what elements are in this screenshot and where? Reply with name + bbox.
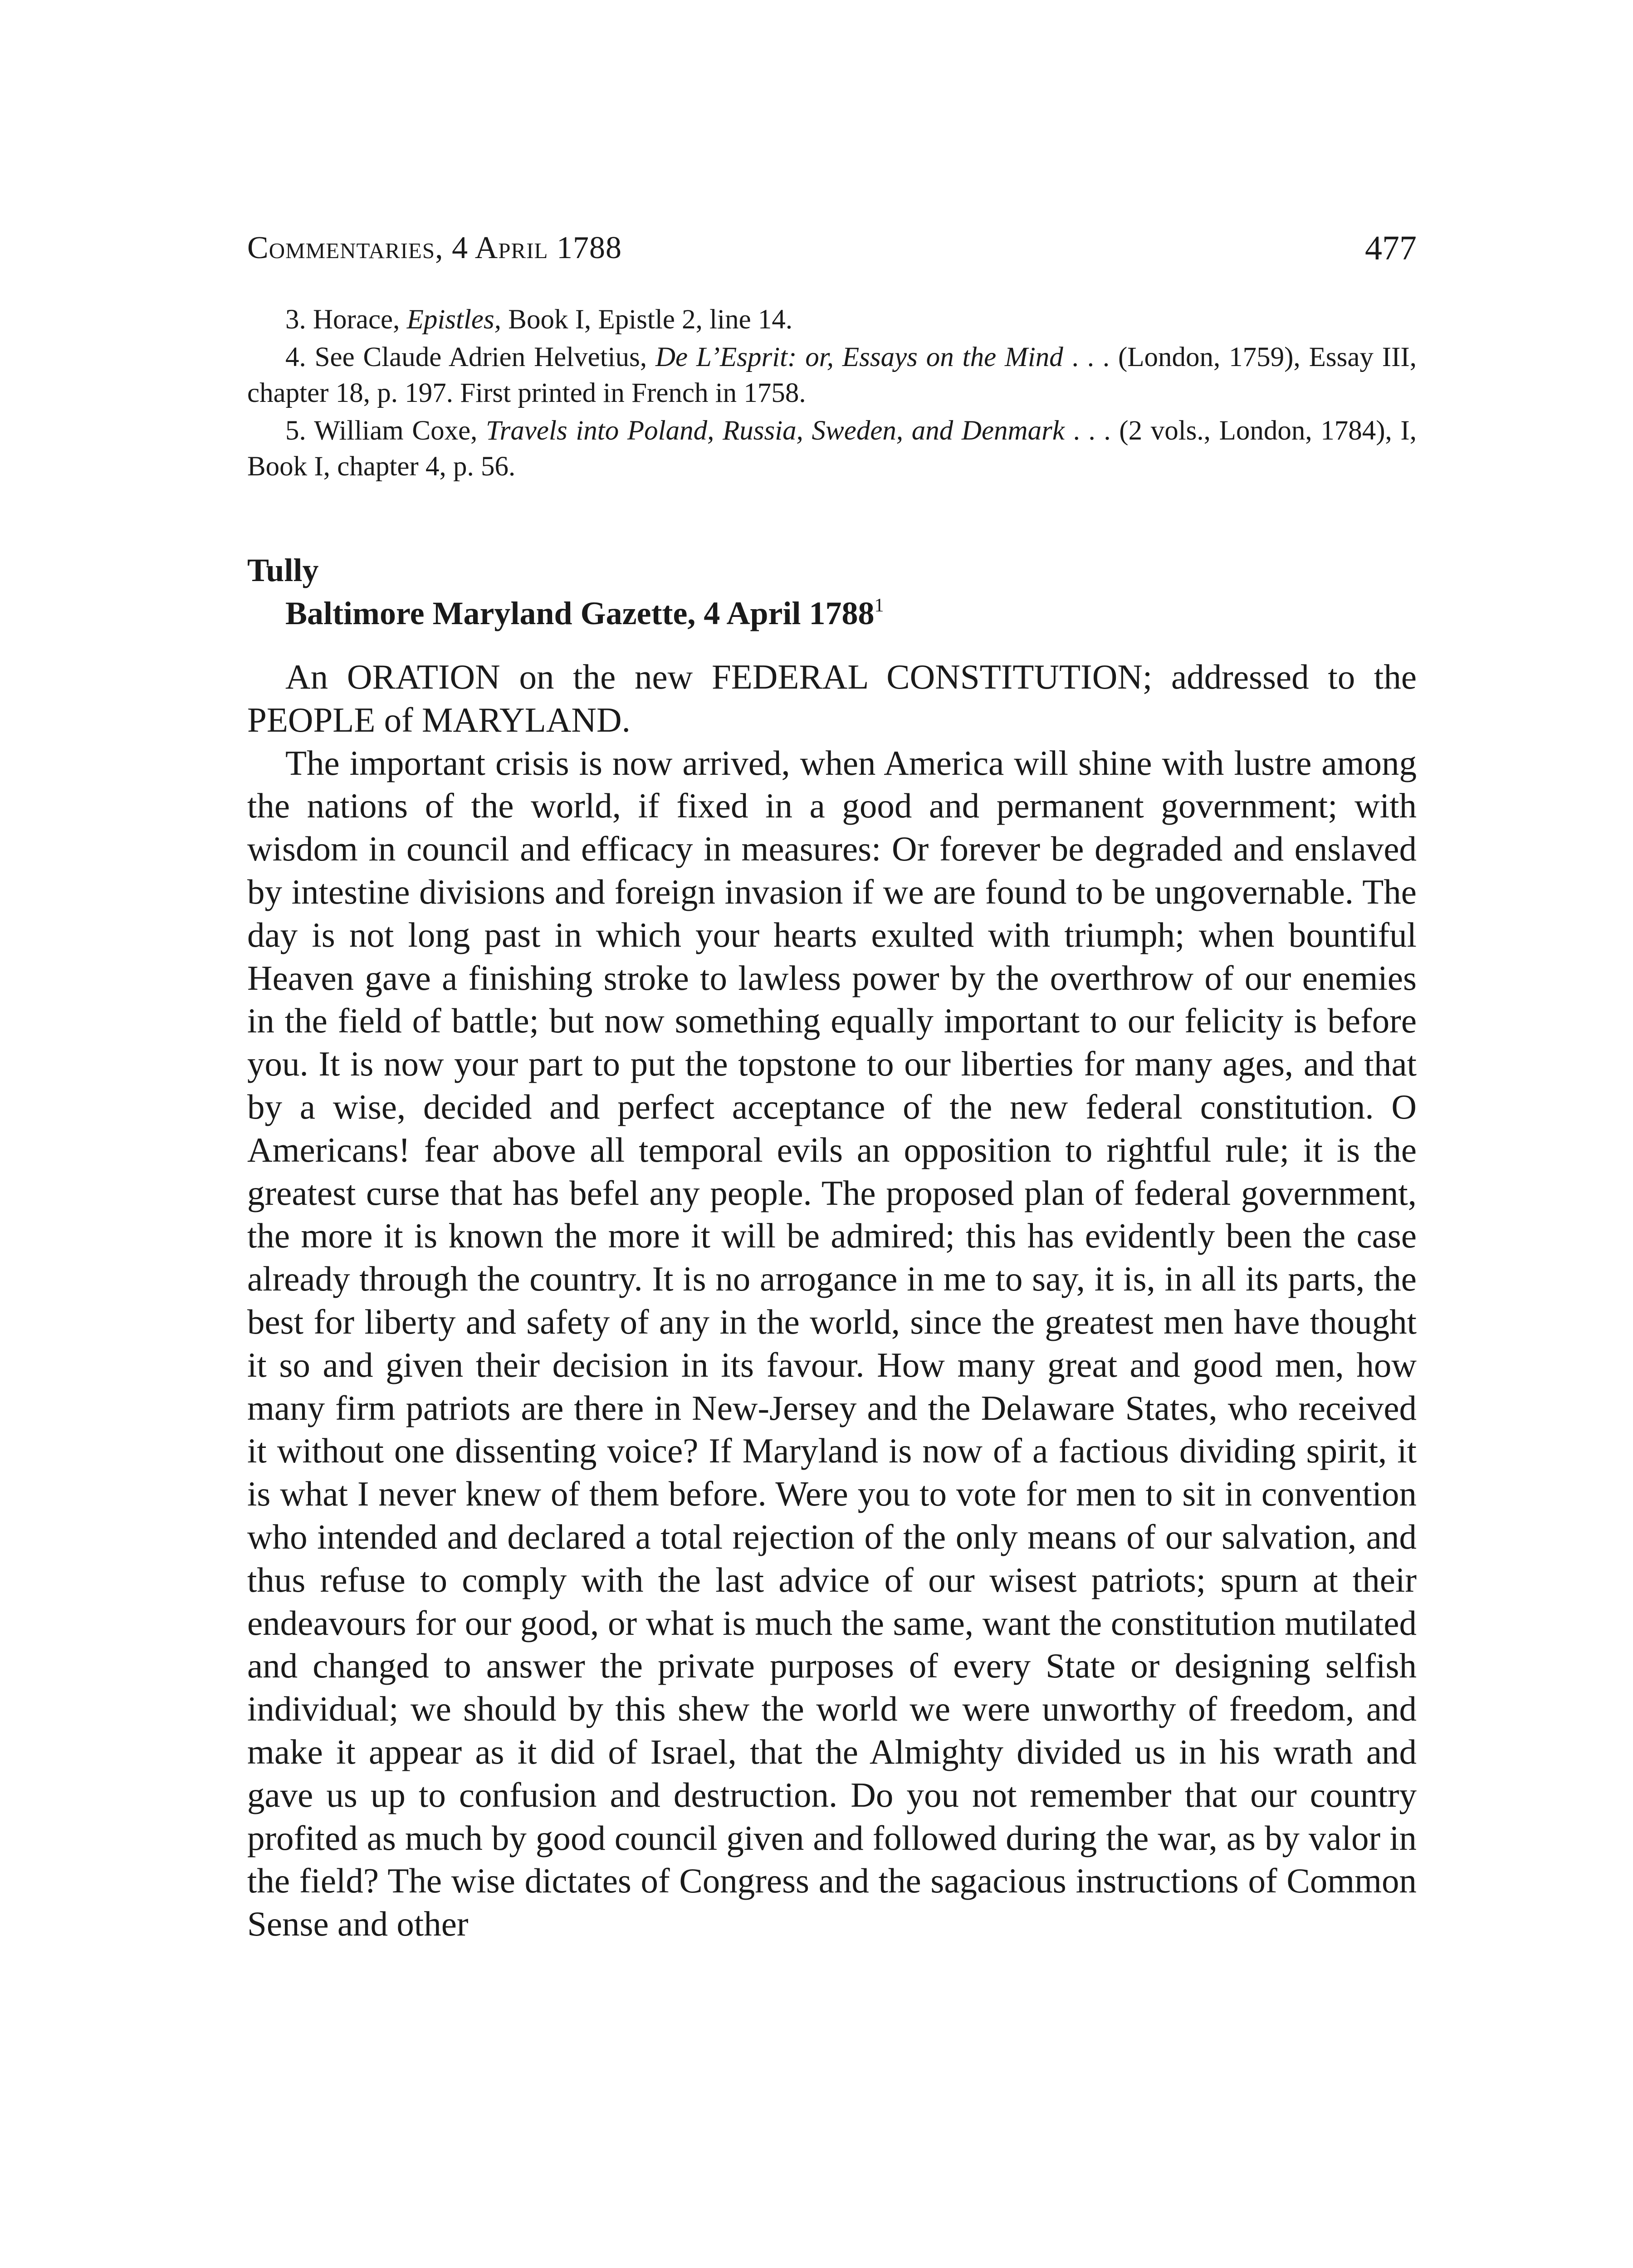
body-text <box>247 655 1417 1945</box>
footnote-text: 5. William Coxe, <box>285 415 486 446</box>
section-source <box>285 592 1417 635</box>
footnote-text: Book I, Epistle 2, line 14. <box>501 304 793 335</box>
body-paragraph: The important crisis is now arrived, when America will shine with lustre among the nations of the world, if fixed in a good and permanent government; with wisdom in council and efficacy in measures: Or forever be degraded and enslaved by intestine divisions and foreign invasion if we are found to be ungovernable. The day is not long past in which your hearts exulted with triumph; when bountiful Heaven gave a finishing stroke to lawless power by the overthrow of our enemies in the field of battle; but now something equally important to our felicity is before you. It is now your part to put the topstone to our liberties for many ages, and that by a wise, decided and perfect acceptance of the new federal constitution. O Americans! fear above all temporal evils an opposition to rightful rule; it is the greatest curse that has befel any people. The proposed plan of federal government, the more it is known the more it will be admired; this has evidently been the case already through the country. It is no arrogance in me to say, it is, in all its parts, the best for liberty and safety of any in the world, since the greatest men have thought it so and given their decision in its favour. How many great and good men, how many firm patriots are there in New-Jersey and the Delaware States, who received it without one dissenting voice? If Maryland is now of a factious dividing spirit, it is what I never knew of them before. Were you to vote for men to sit in convention who intended and declared a total rejection of the only means of our salvation, and thus refuse to comply with the last advice of our wisest patriots; spurn at their endeavours for our good, or what is much the same, want the constitution mutilated and changed to answer the private purposes of every State or designing selfish individual; we should by this shew the world we were unworthy of freedom, and make it appear as it did of Israel, that the Almighty divided us in his wrath and gave us up to confusion and destruction. Do you not remember that our country profited as much by good council given and followed during the war, as by valor in the field? The wise dictates of Congress and the sagacious instructions of Common Sense and other <box>247 743 1417 1944</box>
footnote <box>247 413 1417 484</box>
footnote-italic-title: De L’Esprit: or, Essays on the Mind <box>655 342 1063 372</box>
footnote-text: . . . (2 vols., London, 1784), I, Book I, chapter 4, p. 56. <box>247 415 1417 482</box>
footnote-italic-title: Epistles, <box>406 304 502 335</box>
body-paragraph: An ORATION on the new FEDERAL CONSTITUTION; addressed to the PEOPLE of MARYLAND. <box>247 657 1417 739</box>
footnotes <box>247 302 1417 486</box>
footnote-text: 4. See Claude Adrien Helvetius, <box>285 342 655 372</box>
source-note-ref: 1 <box>874 595 884 616</box>
footnote-text: 3. Horace, <box>285 304 407 335</box>
document-section-heading <box>247 549 1417 635</box>
running-head-title: Commentaries, 4 April 1788 <box>247 230 622 265</box>
running-head <box>247 223 1417 273</box>
page-number: 477 <box>1365 229 1417 267</box>
footnote-text: . . . (London, 1759), Essay III, chapter 18, p. 197. First printed in French in 1758. <box>247 342 1417 408</box>
section-source-text: Baltimore Maryland Gazette, 4 April 1788 <box>285 595 875 631</box>
footnote-italic-title: Travels into Poland, Russia, Sweden, and Denmark <box>486 415 1065 446</box>
footnote <box>247 302 1417 337</box>
footnote <box>247 339 1417 411</box>
section-author: Tully <box>247 552 319 588</box>
